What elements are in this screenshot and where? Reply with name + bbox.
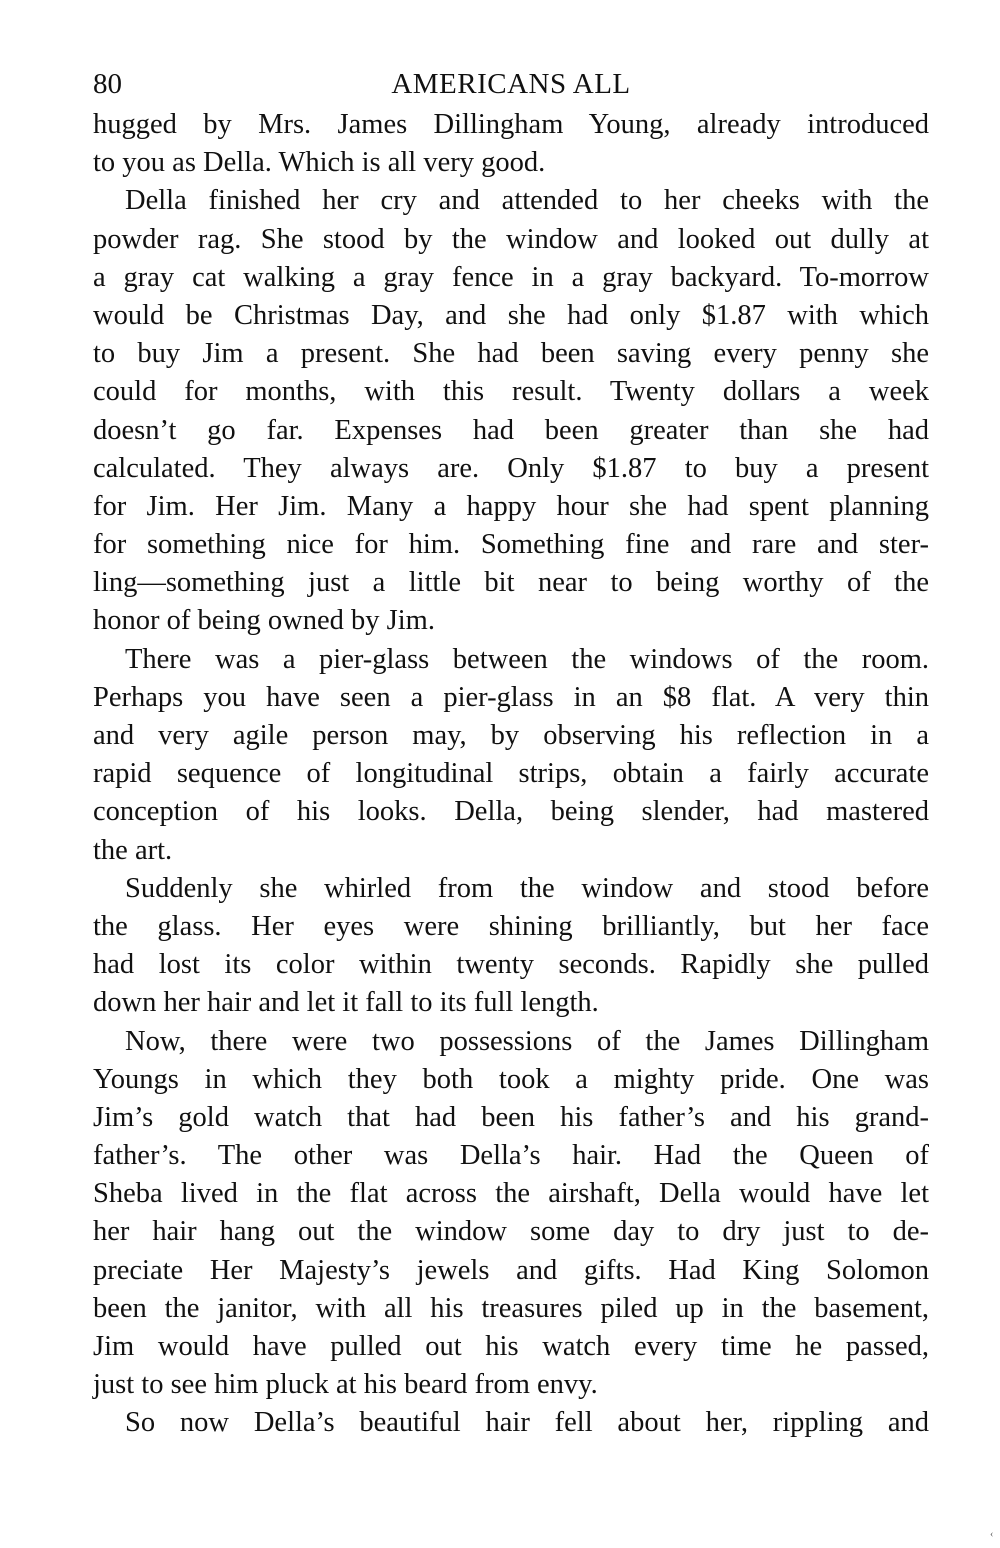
text-line: could for months, with this result. Twenty dollars a week (93, 376, 929, 408)
text-line: would be Christmas Day, and she had only $1.87 with which (93, 299, 929, 331)
page-edge-mark: ‹ (990, 1529, 994, 1540)
text-line: the glass. Her eyes were shining brilliantly, but her face (93, 910, 929, 942)
text-line: calculated. They always are. Only $1.87 to buy a present (93, 452, 929, 484)
text-line: Jim’s gold watch that had been his father’s and his grand- (93, 1101, 929, 1133)
text-line: rapid sequence of longitudinal strips, obtain a fairly accurate (93, 758, 929, 790)
text-line: There was a pier-glass between the windows of the room. (125, 643, 929, 675)
text-line: Youngs in which they both took a mighty pride. One was (93, 1063, 929, 1095)
page-number: 80 (93, 68, 122, 100)
text-line: the art. (93, 834, 173, 866)
body-text (93, 106, 929, 1443)
text-line: to buy Jim a present. She had been saving every penny she (93, 338, 929, 370)
text-line: ling—something just a little bit near to being worthy of the (93, 567, 929, 599)
text-line: a gray cat walking a gray fence in a gray backyard. To-morrow (93, 261, 929, 293)
text-line: Now, there were two possessions of the James Dillingham (125, 1025, 929, 1057)
text-line: and very agile person may, by observing his reflection in a (93, 720, 929, 751)
text-line: had lost its color within twenty seconds. Rapidly she pulled (93, 949, 929, 981)
text-line: Jim would have pulled out his watch every time he passed, (93, 1331, 929, 1362)
text-line: preciate Her Majesty’s jewels and gifts. Had King Solomon (93, 1254, 929, 1286)
text-line: hugged by Mrs. James Dillingham Young, already introduced (93, 109, 929, 140)
text-line: honor of being owned by Jim. (93, 605, 435, 637)
text-line: down her hair and let it fall to its full length. (93, 987, 599, 1019)
book-page (93, 62, 929, 1443)
text-line: Perhaps you have seen a pier-glass in an $8 flat. A very thin (93, 681, 929, 713)
text-line: conception of his looks. Della, being slender, had mastered (93, 796, 929, 828)
running-title: AMERICANS ALL (391, 68, 631, 100)
text-line: doesn’t go far. Expenses had been greater than she had (93, 414, 929, 446)
text-line: Della finished her cry and attended to her cheeks with the (125, 185, 929, 217)
running-head (93, 62, 929, 106)
text-line: to you as Della. Which is all very good. (93, 147, 546, 179)
text-line: her hair hang out the window some day to dry just to de- (93, 1216, 929, 1248)
text-line: for Jim. Her Jim. Many a happy hour she had spent planning (93, 490, 929, 522)
text-line: Sheba lived in the flat across the airshaft, Della would have let (93, 1178, 929, 1210)
text-line: father’s. The other was Della’s hair. Had the Queen of (93, 1140, 929, 1172)
text-line: So now Della’s beautiful hair fell about her, rippling and (125, 1407, 929, 1439)
text-line: just to see him pluck at his beard from envy. (93, 1369, 598, 1401)
text-line: Suddenly she whirled from the window and stood before (125, 872, 929, 904)
text-line: for something nice for him. Something fine and rare and ster- (93, 529, 929, 561)
text-line: powder rag. She stood by the window and looked out dully at (93, 223, 929, 255)
text-line: been the janitor, with all his treasures piled up in the basement, (93, 1292, 929, 1324)
